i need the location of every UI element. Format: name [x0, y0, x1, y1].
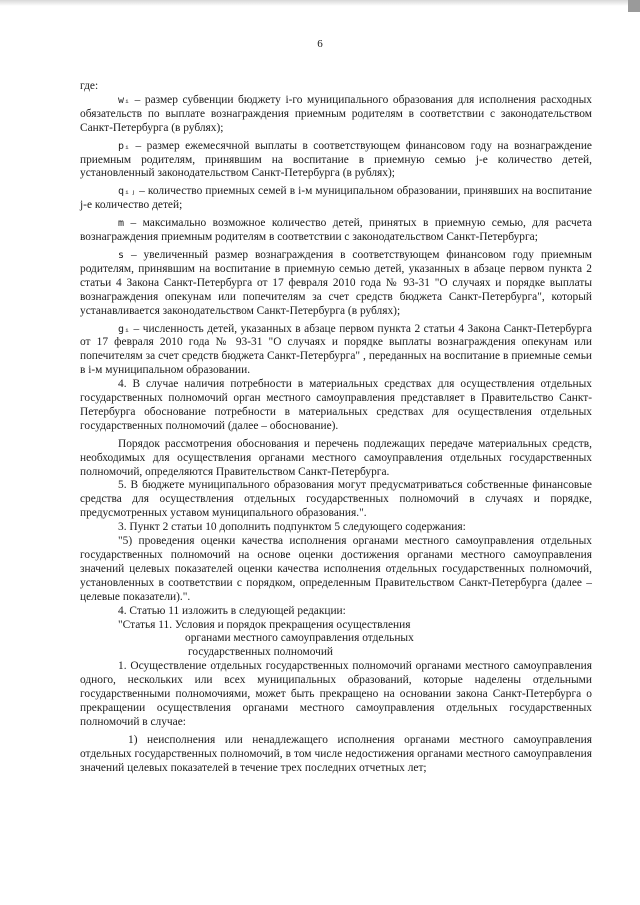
definition-m [80, 217, 592, 245]
definition-qij [80, 185, 592, 213]
symbol-pi: pᵢ [118, 140, 131, 152]
scan-corner [628, 0, 640, 12]
symbol-s: s [118, 249, 125, 261]
page-number: 6 [317, 38, 323, 50]
definition-gi [80, 323, 592, 379]
scan-edge [0, 0, 640, 6]
symbol-m: m [118, 218, 125, 230]
document-body [80, 80, 592, 776]
definition-pi-text: – размер ежемесячной выплаты в соответствующем финансовом году на вознаграждение приемным родителям, принявшим на воспитание в приемную семью j-е количество детей, установленный законодательством Санкт-Петербурга (в рублях); [80, 139, 592, 180]
definition-gi-text: – численность детей, указанных в абзаце первом пункта 2 статьи 4 Закона Санкт-Петербурга от 17 февраля 2010 года № 93-31 "О случаях и порядке выплаты вознаграждения опекунам или попечителям за счет средств бюджета Санкт-Петербурга" , переданных на воспитание в приемные семьи в i-м муниципальном образовании. [80, 322, 592, 377]
article-heading-line-3: государственных полномочий [188, 646, 334, 659]
paragraph-5: 5. В бюджете муниципального образования могут предусматриваться собственные финансовые средства для осуществления отдельных государственных полномочий в случаях и порядке, предусмотренных уставом муниципального образования.". [80, 479, 592, 520]
definition-wi-text: – размер субвенции бюджету i-го муниципального образования для исполнения расходных обязательств по выплате вознаграждения приемным родителям в соответствии с законодательством Санкт-Петербурга (в рублях); [80, 93, 592, 134]
symbol-gi: gᵢ [118, 323, 131, 335]
where-label: где: [80, 80, 99, 92]
paragraph-3: 3. Пункт 2 статьи 10 дополнить подпунктом 5 следующего содержания: [118, 521, 466, 534]
definition-pi [80, 140, 592, 182]
article-heading-line-1: "Статья 11. Условия и порядок прекращения осуществления [118, 618, 411, 631]
paragraph-order: Порядок рассмотрения обоснования и перечень подлежащих передаче материальных средств, необходимых для осуществления органами местного самоуправления отдельных государственных полномочий, определяются Правительством Санкт-Петербурга. [80, 437, 592, 478]
paragraph-4b: 4. Статью 11 изложить в следующей редакции: [118, 604, 346, 617]
definition-wi [80, 94, 592, 136]
symbol-wi: wᵢ [118, 94, 131, 106]
definition-m-text: – максимально возможное количество детей, принятых в приемную семью, для расчета вознаграждения приемным родителям в соответствии с законодательством Санкт-Петербурга; [80, 217, 592, 244]
article-heading-line-2: органами местного самоуправления отдельных [185, 632, 414, 645]
article-paragraph-1: 1. Осуществление отдельных государственных полномочий органами местного самоуправления одного, нескольких или всех муниципальных образований, которые наделены отдельными государственными полномочиями, может быть прекращено на основании закона Санкт-Петербурга о прекращении осуществления органами местного самоуправления отдельных государственных полномочий в случае: [80, 660, 592, 728]
article-paragraph-2: 1) неисполнения или ненадлежащего исполнения органами местного самоуправления отдельных государственных полномочий, в том числе недостижения органами местного самоуправления значений целевых показателей в течение трех последних отчетных лет; [80, 733, 592, 774]
paragraph-quote-5: "5) проведения оценки качества исполнения органами местного самоуправления отдельных государственных полномочий на основе оценки достижения органами местного самоуправления значений целевых показателей оценки качества исполнения отдельных государственных полномочий, установленных в соответствии с порядком, определенным Правительством Санкт-Петербурга (далее – целевые показатели).". [80, 535, 592, 603]
definition-qij-text: – количество приемных семей в i-м муниципальном образовании, принявших на воспитание j-е количество детей; [80, 185, 592, 212]
definition-s-text: – увеличенный размер вознаграждения в соответствующем финансовом году приемным родителям, принявшим на воспитание в приемную семью детей, указанных в абзаце первом пункта 2 статьи 4 Закона Санкт-Петербурга от 17 февраля 2010 года № 93-31 "О случаях и порядке выплаты вознаграждения опекунам или попечителям за счет средств бюджета Санкт-Петербурга", который устанавливается законодательством Санкт-Петербурга (в рублях); [80, 248, 592, 317]
definition-s [80, 249, 592, 319]
paragraph-4: 4. В случае наличия потребности в материальных средствах для осуществления отдельных государственных полномочий орган местного самоуправления представляет в Правительство Санкт-Петербурга обоснование потребности в материальных средствах для осуществления отдельных государственных полномочий (далее – обоснование). [80, 378, 592, 432]
symbol-qij: qᵢⱼ [118, 186, 137, 198]
